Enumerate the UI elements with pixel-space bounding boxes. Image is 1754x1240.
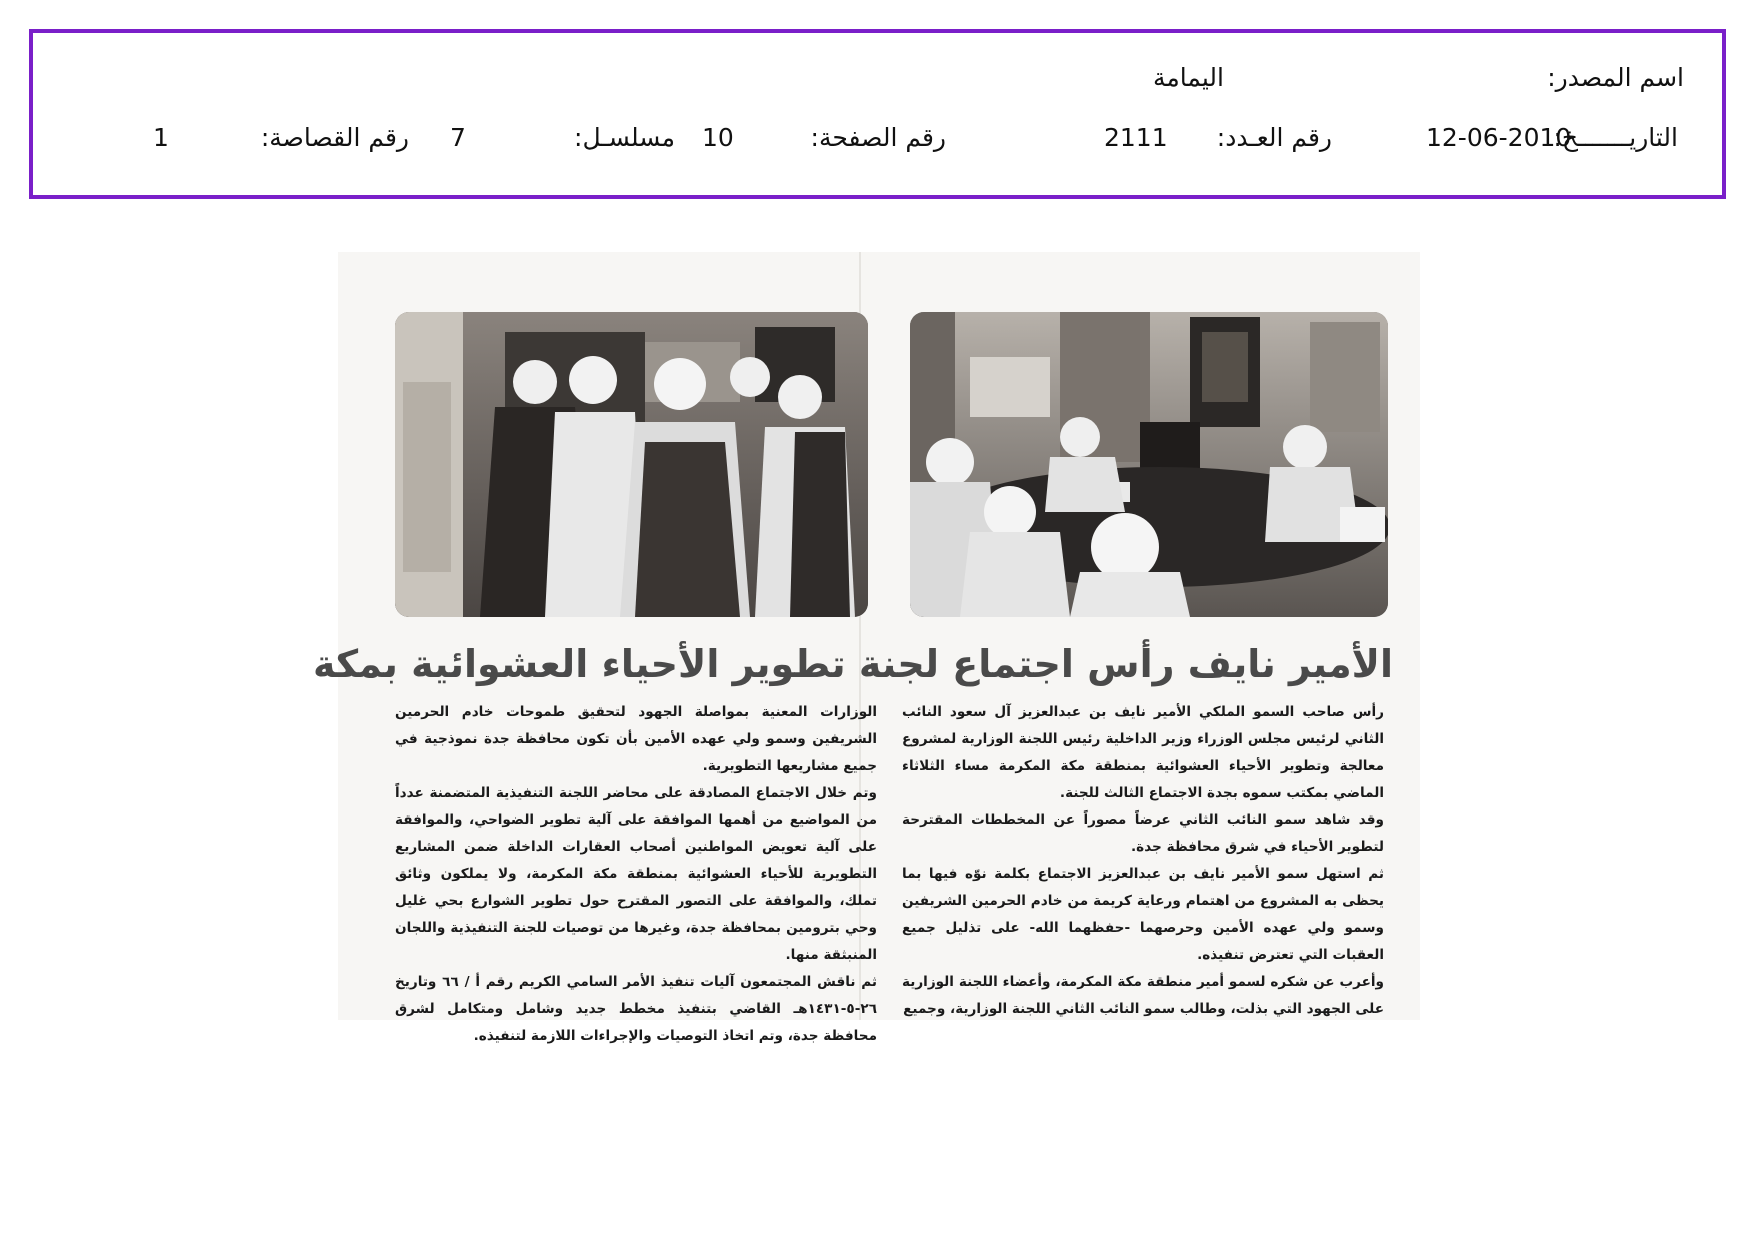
source-value: اليمامة — [1153, 63, 1224, 92]
page-label: رقم الصفحة: — [810, 123, 946, 152]
serial-value: 7 — [450, 123, 466, 152]
issue-label: رقم العـدد: — [1216, 123, 1332, 152]
paragraph: رأس صاحب السمو الملكي الأمير نايف بن عبدالعزيز آل سعود النائب الثاني لرئيس مجلس الوزراء وزير الداخلية رئيس اللجنة الوزارية لمشروع معالجة وتطوير الأحياء العشوائية بمنطقة مكة المكرمة مساء الثلاثاء الماضي بمكتب سموه بجدة الاجتماع الثالث للجنة. — [902, 704, 1384, 801]
article-column-left — [395, 699, 877, 1050]
metadata-header — [29, 29, 1726, 199]
paragraph: وأعرب عن شكره لسمو أمير منطقة مكة المكرمة، وأعضاء اللجنة الوزارية على الجهود التي بذلت، وطالب سمو النائب الثاني اللجنة الوزارية، وجميع — [902, 974, 1384, 1017]
clip-value: 1 — [153, 123, 169, 152]
paragraph: وتم خلال الاجتماع المصادقة على محاضر اللجنة التنفيذية المتضمنة عدداً من المواضيع من أهمها الموافقة على آلية تطوير الضواحي، والموافقة على آلية تعويض المواطنين أصحاب العقارات الداخلة ضمن المشاريع التطويرية للأحياء العشوائية بمنطقة مكة المكرمة، ولا يملكون وثائق تملك، والموافقة على التصور المقترح حول تطوير الشوارع بحي غليل وحي بترومين بمحافظة جدة، وغيرها من توصيات للجنة التنفيذية واللجان المنبثقة منها. — [395, 785, 877, 963]
paragraph: الوزارات المعنية بمواصلة الجهود لتحقيق طموحات خادم الحرمين الشريفين وسمو ولي عهده الأمين بأن تكون محافظة جدة نموذجية في جميع مشاريعها التطويرية. — [395, 704, 877, 774]
photo-meeting — [910, 312, 1388, 617]
date-label: التاريـــــــخ: — [1553, 123, 1678, 152]
serial-label: مسلسـل: — [574, 123, 675, 152]
paragraph: وقد شاهد سمو النائب الثاني عرضاً مصوراً عن المخططات المقترحة لتطوير الأحياء في شرق محافظة جدة. — [902, 812, 1384, 855]
source-label: اسم المصدر: — [1547, 63, 1684, 92]
clip-label: رقم القصاصة: — [260, 123, 409, 152]
photo-inspection — [395, 312, 868, 617]
article-headline: الأمير نايف رأس اجتماع لجنة تطوير الأحياء العشوائية بمكة — [313, 642, 1393, 686]
newspaper-clipping — [313, 252, 1420, 1044]
paragraph: ثم استهل سمو الأمير نايف بن عبدالعزيز الاجتماع بكلمة نوّه فيها بما يحظى به المشروع من اهتمام ورعاية كريمة من خادم الحرمين الشريفين وسمو ولي عهده الأمين وحرصهما -حفظهما الله- على تذليل جميع العقبات التي تعترض تنفيذه. — [902, 866, 1384, 963]
photo-meeting-image — [910, 312, 1388, 617]
article-column-right — [902, 699, 1384, 1023]
paragraph: ثم ناقش المجتمعون آليات تنفيذ الأمر السامي الكريم رقم أ / ٦٦ وتاريخ ٢٦-٥-١٤٣١هـ القاضي بتنفيذ مخطط جديد وشامل ومتكامل لشرق محافظة جدة، وتم اتخاذ التوصيات والإجراءات اللازمة لتنفيذه. — [395, 974, 877, 1044]
page-value: 10 — [702, 123, 734, 152]
photo-inspection-image — [395, 312, 868, 617]
date-value: 12-06-2010 — [1426, 123, 1572, 152]
issue-value: 2111 — [1104, 123, 1168, 152]
